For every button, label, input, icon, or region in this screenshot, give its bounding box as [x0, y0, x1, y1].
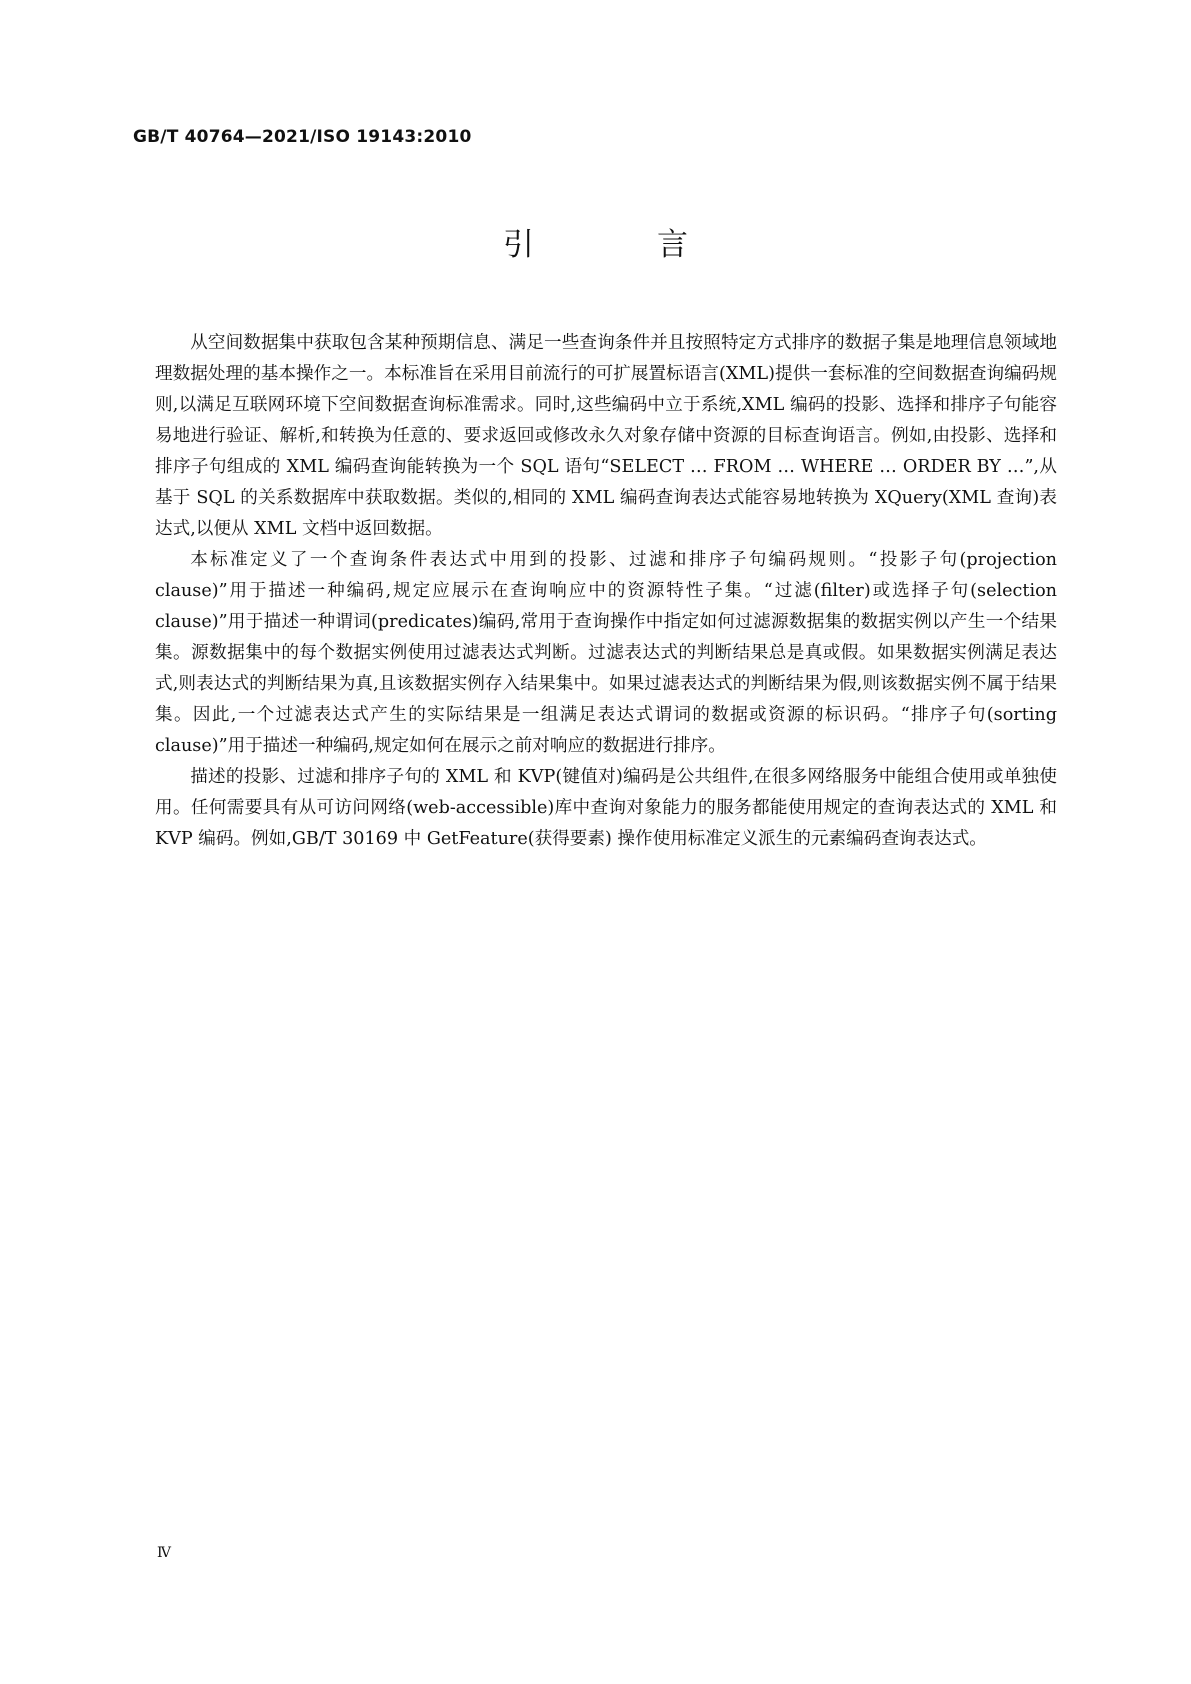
body-text: [155, 328, 1057, 855]
paragraph-3: 描述的投影、过滤和排序子句的 XML 和 KVP(键值对)编码是公共组件,在很多网络服务中能组合使用或单独使用。任何需要具有从可访问网络(web-accessible)库中查询对象能力的服务都能使用规定的查询表达式的 XML 和 KVP 编码。例如,GB/T 30169 中 GetFeature(获得要素) 操作使用标准定义派生的元素编码查询表达式。: [155, 767, 1057, 849]
page-title: 引 言: [503, 227, 734, 263]
standard-number-header: GB/T 40764—2021/ISO 19143:2010: [133, 127, 472, 147]
paragraph-2: 本标准定义了一个查询条件表达式中用到的投影、过滤和排序子句编码规则。“投影子句(projection clause)”用于描述一种编码,规定应展示在查询响应中的资源特性子集。“过滤(filter)或选择子句(selection clause)”用于描述一种谓词(predicates)编码,常用于查询操作中指定如何过滤源数据集的数据实例以产生一个结果集。源数据集中的每个数据实例使用过滤表达式判断。过滤表达式的判断结果总是真或假。如果数据实例满足表达式,则表达式的判断结果为真,且该数据实例存入结果集中。如果过滤表达式的判断结果为假,则该数据实例不属于结果集。因此,一个过滤表达式产生的实际结果是一组满足表达式谓词的数据或资源的标识码。“排序子句(sorting clause)”用于描述一种编码,规定如何在展示之前对响应的数据进行排序。: [155, 550, 1057, 756]
paragraph-1: 从空间数据集中获取包含某种预期信息、满足一些查询条件并且按照特定方式排序的数据子集是地理信息领域地理数据处理的基本操作之一。本标准旨在采用目前流行的可扩展置标语言(XML)提供一套标准的空间数据查询编码规则,以满足互联网环境下空间数据查询标准需求。同时,这些编码中立于系统,XML 编码的投影、选择和排序子句能容易地进行验证、解析,和转换为任意的、要求返回或修改永久对象存储中资源的目标查询语言。例如,由投影、选择和排序子句组成的 XML 编码查询能转换为一个 SQL 语句“SELECT … FROM … WHERE … ORDER BY …”,从基于 SQL 的关系数据库中获取数据。类似的,相同的 XML 编码查询表达式能容易地转换为 XQuery(XML 查询)表达式,以便从 XML 文档中返回数据。: [155, 333, 1057, 539]
page-number: Ⅳ: [157, 1545, 170, 1561]
